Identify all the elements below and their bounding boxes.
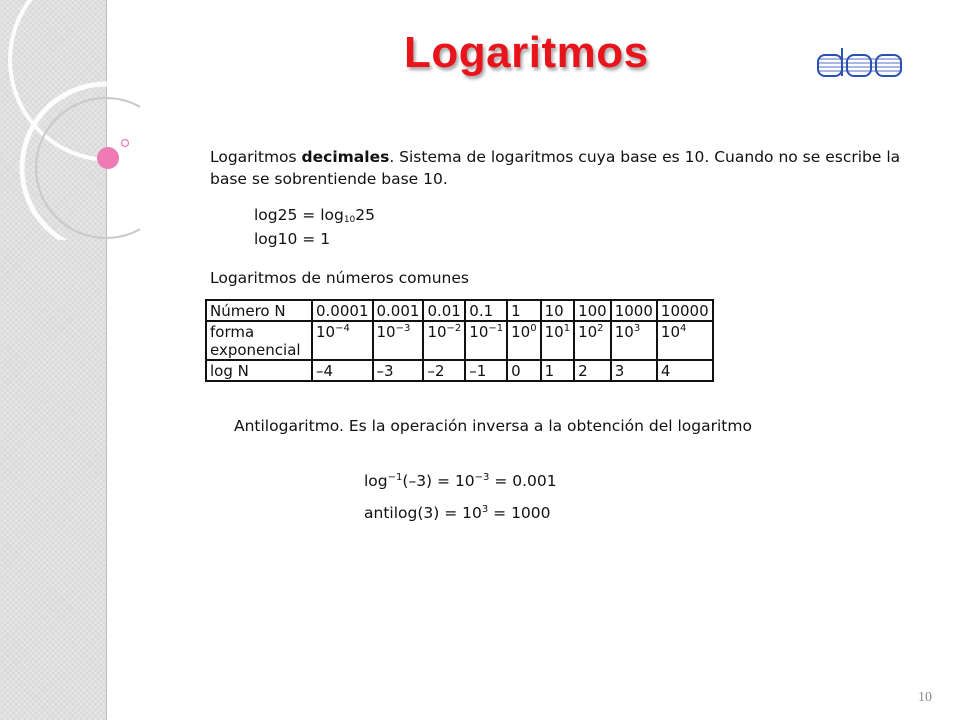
log-cell: –4: [312, 360, 373, 381]
exponential-cell: $10^1$: [541, 321, 574, 360]
exponential-cell: $10^{-3}$: [373, 321, 424, 360]
table-row-log: [206, 360, 713, 381]
slide-content: [210, 146, 910, 287]
number-cell: 0.1: [465, 300, 507, 321]
row-label-forma-exponencial: forma exponencial: [206, 321, 312, 360]
doa-logo: [816, 46, 904, 80]
slide-title: Logaritmos: [404, 28, 649, 77]
decorative-circles: [0, 0, 140, 240]
formula-log25: $\log 25 = \log_{10}25$: [254, 206, 376, 225]
number-cell: 10000: [657, 300, 713, 321]
number-cell: 0.01: [423, 300, 465, 321]
log-cell: 3: [611, 360, 657, 381]
log-cell: –3: [373, 360, 424, 381]
log-cell: 4: [657, 360, 713, 381]
number-cell: 0.0001: [312, 300, 373, 321]
log-cell: 0: [507, 360, 540, 381]
log-cell: 1: [541, 360, 574, 381]
log-cell: 2: [574, 360, 611, 381]
number-cell: 1: [507, 300, 540, 321]
row-label-numero: Número N: [206, 300, 312, 321]
formula-antilog: antilog(3) = $10^3 = 1000$: [364, 504, 551, 522]
log-table: [205, 299, 714, 382]
number-cell: 1000: [611, 300, 657, 321]
exponential-cell: $10^0$: [507, 321, 540, 360]
table-row-exponential: [206, 321, 713, 360]
exponential-cell: $10^{-2}$: [423, 321, 465, 360]
number-cell: 100: [574, 300, 611, 321]
antilog-formulas: [364, 472, 557, 536]
exponential-cell: $10^3$: [611, 321, 657, 360]
log-cell: –1: [465, 360, 507, 381]
formula-log10: log10 = 1: [254, 230, 331, 248]
exponential-cell: $10^4$: [657, 321, 713, 360]
number-cell: 0.001: [373, 300, 424, 321]
number-cell: 10: [541, 300, 574, 321]
table-row-numbers: [206, 300, 713, 321]
page-number: 10: [918, 690, 932, 705]
formula-inverse-log: $\log^{-1}(-3) = 10^{-3} = 0.001$: [364, 472, 557, 490]
exponential-cell: $10^{-4}$: [312, 321, 373, 360]
keyword-decimales: decimales: [301, 148, 390, 166]
table-caption: Logaritmos de números comunes: [210, 269, 469, 287]
log-cell: –2: [423, 360, 465, 381]
intro-paragraph: Logaritmos decimales. Sistema de logaritmos cuya base es 10. Cuando no se escribe la base se sobrentiende base 10.: [210, 148, 901, 188]
row-label-log: log N: [206, 360, 312, 381]
exponential-cell: $10^{-1}$: [465, 321, 507, 360]
accent-dot-icon: [97, 147, 119, 169]
small-ring-icon: [122, 140, 129, 147]
example-formulas: [254, 206, 910, 249]
exponential-cell: $10^2$: [574, 321, 611, 360]
antilog-description: Antilogaritmo. Es la operación inversa a la obtención del logaritmo: [234, 417, 752, 435]
